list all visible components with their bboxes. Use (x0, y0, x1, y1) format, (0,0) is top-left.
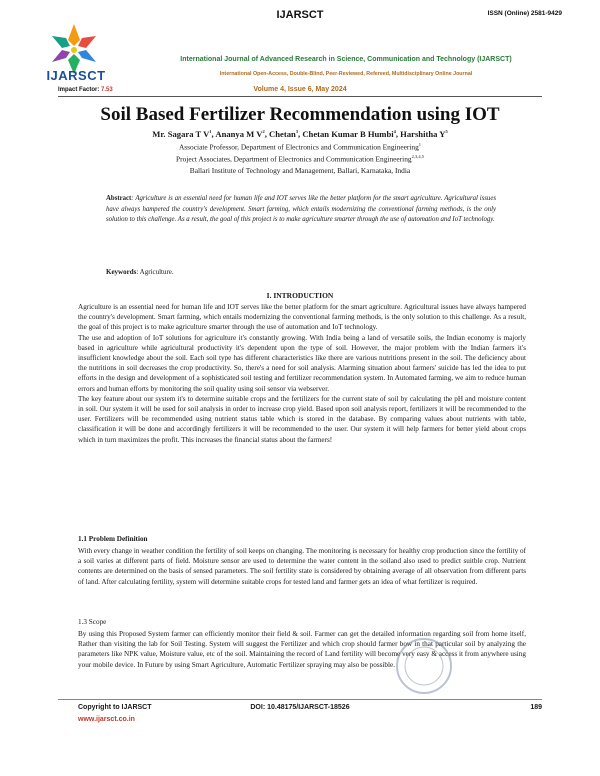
author: Chetan Kumar B Humbi (302, 129, 394, 139)
journal-subtitle: International Open-Access, Double-Blind, Peer-Reviewed, Refereed, Multidisciplinary Online Journal (219, 71, 473, 77)
author: Harshitha Y (400, 129, 446, 139)
footer-doi: DOI: 10.48175/IJARSCT-18526 (250, 704, 350, 711)
intro-body (78, 302, 526, 445)
intro-paragraph-3: The key feature about our system it's to determine suitable crops and the fertilizers for the current state of soil by calculating the pH and moisture content in soil. Our system it will be used for soil analysis in order to increase crop yield. Based upon soil analysis report, fertilizers it will be recommended to the user. Fertilizers will be recommended using nutrient status table which is stored in the database. By comparing values about nutrients with table, classification it will be done and accordingly fertilizers it will be recommended to the user. Our system it will help farmers for better yield about crops which in turn maximizes the profit. This increases the financial status about the farmers! (78, 394, 526, 444)
problem-heading: 1.1 Problem Definition (78, 535, 148, 543)
affiliation-1: Associate Professor, Department of Electronics and Communication Engineering$^1$ (178, 142, 422, 152)
author-list: Mr. Sagara T $V^1$, Ananya M $V^2$, Chetan$^3$, Chetan Kumar B Humbi$^4$, Harshitha $Y^5$ (152, 129, 448, 139)
affiliation-2: Project Associates, Department of Electronics and Communication Engineering$^{2,3,4,5}$ (176, 154, 424, 164)
paper-title: Soil Based Fertilizer Recommendation using IOT (100, 104, 500, 125)
scope-heading: 1.3 Scope (78, 618, 107, 626)
footer-copyright: Copyright to IJARSCT (78, 704, 152, 711)
author: Ananya M V (215, 129, 263, 139)
footer-divider (58, 699, 542, 700)
issn-label: ISSN (Online) 2581-9429 (487, 10, 562, 17)
header-divider (58, 96, 542, 97)
problem-body: With every change in weather condition the fertility of soil keeps on changing. The monitoring is necessary for healthy crop production since the fertility of a soil varies at different parts of field. Moisture sensor are used to determine the water content in the soiland also used to predict suitble crop. Nutrient contents are determined on the basis of sensed parameters. The soil fertility state is considered by obtaining average of all observation from different parts of land. After calculating fertility, system will determine suitable crops for tested land and farmer gets an idea of what fertilizer is required. (78, 547, 526, 586)
impact-label: Impact Factor: (58, 87, 100, 93)
affiliation-3: Ballari Institute of Technology and Management, Ballari, Karnataka, India (189, 166, 411, 175)
scope-body: By using this Proposed System farmer can efficiently monitor their field & soil. Farmer can get the detailed information regarding soil from home itself, Rather than visiting the lab for Soil Testing. System will suggest the Fertilizer and which crop should farmer bow in that particular soil by analyzing the parameters like NPK value, Moisture value, etc of the soil. Maintaining the record of Land fertility will become very easy & access it from anywhere using your mobile device. In Future by using Smart Agriculture, Automatic Fertilizer spraying may also be possible. (78, 630, 526, 669)
abstract-text: : Agriculture is an essential need for human life and IOT serves like the better platform for the smart agriculture. Agricultural issues have always hampered the country's development. Smart farming, which entails modernizing the conventional farming methods, is the only solution to this challenge. As a result, the goal of this project is to make agriculture smarter through the use of automation and IoT technology. (106, 195, 496, 224)
abstract-label: Abstract (106, 195, 132, 202)
logo-wordmark: IJARSCT (46, 68, 106, 83)
footer-website-link[interactable]: www.ijarsct.co.in (78, 716, 135, 723)
volume-issue: Volume 4, Issue 6, May 2024 (253, 86, 347, 93)
impact-value: 7.53 (101, 87, 113, 93)
section-heading: I. INTRODUCTION (266, 291, 334, 300)
issn-stamp-icon (394, 636, 454, 696)
author: Mr. Sagara T V (152, 129, 210, 139)
intro-paragraph-1: Agriculture is an essential need for human life and IOT serves like the better platform for the smart agriculture. Agricultural issues have always hampered the country's development. Smart farming, which entails modernizing the conventional farming methods, is the only solution to this challenge. As a result, the goal of this project is to make agriculture smarter through the use of automation and IoT technology. (78, 303, 526, 332)
page-number: 189 (530, 704, 542, 711)
author: Chetan (269, 129, 296, 139)
intro-paragraph-2: The use and adoption of IoT solutions for agriculture it's constantly growing. With India being a land of versatile soils, the Indian economy is majorly based in agriculture while agricultural productivity it's dependent upon the type of soil. However, the major problem with the Indian farmers it's insufficient knowledge about the soil. Each soil type has different characteristics like there are various nutritions present in the soil. The deficiency about the nutritions in soil decreases the crop productivity. So, there's a need for soil analysis. Alarming situation about farmers' suicide has led the idea to put efforts in the design and development of a sophisticated soil testing and fertilizer recommendation system. In Automated farming, we aim to reduce human errors and human efforts by monitoring the soil quality using soil sensor via webserver. (78, 333, 526, 393)
journal-short-name: IJARSCT (276, 9, 324, 21)
abstract (106, 194, 496, 226)
keywords (106, 268, 174, 276)
keywords-text: : Agriculture. (136, 268, 174, 276)
journal-full-name: International Journal of Advanced Research in Science, Communication and Technology (IJARSCT) (180, 56, 512, 63)
keywords-label: Keywords (106, 268, 137, 276)
